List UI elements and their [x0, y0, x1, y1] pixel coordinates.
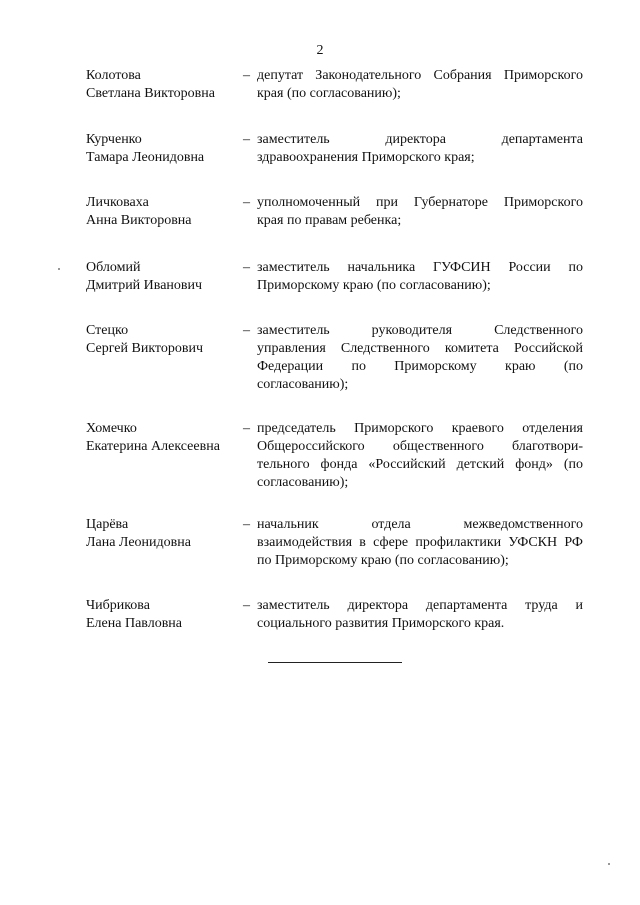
- entry-dash: –: [243, 132, 250, 147]
- member-position: [257, 259, 583, 295]
- position-line: социального развития Приморского края.: [257, 616, 505, 631]
- member-surname: Личковаха: [86, 195, 149, 210]
- member-given-names: Анна Викторовна: [86, 213, 192, 228]
- entry-dash: –: [243, 323, 250, 338]
- member-given-names: Светлана Викторовна: [86, 86, 215, 101]
- position-line: управления Следственного комитета Российской: [257, 341, 583, 356]
- position-line: заместитель директора департамента: [257, 132, 583, 147]
- position-line: уполномоченный при Губернаторе Приморского: [257, 195, 583, 210]
- member-given-names: Сергей Викторович: [86, 341, 204, 356]
- member-surname: Курченко: [86, 132, 142, 147]
- position-line: Федерации по Приморскому краю (по: [257, 359, 583, 374]
- entry-dash: –: [243, 598, 250, 613]
- position-line: заместитель начальника ГУФСИН России по: [257, 260, 583, 275]
- member-surname: Стецко: [86, 323, 129, 338]
- member-given-names: Екатерина Алексеевна: [86, 439, 220, 454]
- member-given-names: Лана Леонидовна: [86, 535, 191, 550]
- scan-speck: [58, 268, 60, 270]
- position-line: депутат Законодательного Собрания Приморского: [257, 68, 583, 83]
- position-line: заместитель директора департамента труда и: [257, 598, 583, 613]
- position-line: заместитель руководителя Следственного: [257, 323, 583, 338]
- member-name: [86, 131, 236, 167]
- entry-dash: –: [243, 195, 250, 210]
- position-line: согласованию);: [257, 475, 349, 490]
- member-position: [257, 67, 583, 103]
- page-number: 2: [316, 43, 324, 58]
- member-name: [86, 420, 236, 456]
- member-name: [86, 322, 236, 358]
- scan-speck: [608, 863, 610, 865]
- position-line: Приморскому краю (по согласованию);: [257, 278, 491, 293]
- member-name: [86, 194, 236, 230]
- member-position: [257, 131, 583, 167]
- position-line: края (по согласованию);: [257, 86, 401, 101]
- position-line: по Приморскому краю (по согласованию);: [257, 553, 509, 568]
- entry-dash: –: [243, 68, 250, 83]
- member-surname: Хомечко: [86, 421, 137, 436]
- member-name: [86, 259, 236, 295]
- member-position: [257, 516, 583, 570]
- member-surname: Царёва: [86, 517, 129, 532]
- member-position: [257, 322, 583, 394]
- closing-divider: [268, 662, 402, 663]
- entry-dash: –: [243, 421, 250, 436]
- member-surname: Обломий: [86, 260, 141, 275]
- entry-dash: –: [243, 517, 250, 532]
- position-line: тельного фонда «Российский детский фонд» (по: [257, 457, 583, 472]
- member-position: [257, 420, 583, 492]
- position-line: здравоохранения Приморского края;: [257, 150, 475, 165]
- entry-dash: –: [243, 260, 250, 275]
- member-name: [86, 67, 236, 103]
- position-line: края по правам ребенка;: [257, 213, 402, 228]
- member-position: [257, 597, 583, 633]
- position-line: председатель Приморского краевого отделения: [257, 421, 583, 436]
- member-name: [86, 597, 236, 633]
- member-surname: Чибрикова: [86, 598, 150, 613]
- position-line: взаимодействия в сфере профилактики УФСКН РФ: [257, 535, 583, 550]
- member-position: [257, 194, 583, 230]
- position-line: Общероссийского общественного благотвори-: [257, 439, 583, 454]
- member-name: [86, 516, 236, 552]
- member-given-names: Дмитрий Иванович: [86, 278, 203, 293]
- position-line: согласованию);: [257, 377, 349, 392]
- member-surname: Колотова: [86, 68, 141, 83]
- member-given-names: Елена Павловна: [86, 616, 183, 631]
- position-line: начальник отдела межведомственного: [257, 517, 583, 532]
- member-given-names: Тамара Леонидовна: [86, 150, 205, 165]
